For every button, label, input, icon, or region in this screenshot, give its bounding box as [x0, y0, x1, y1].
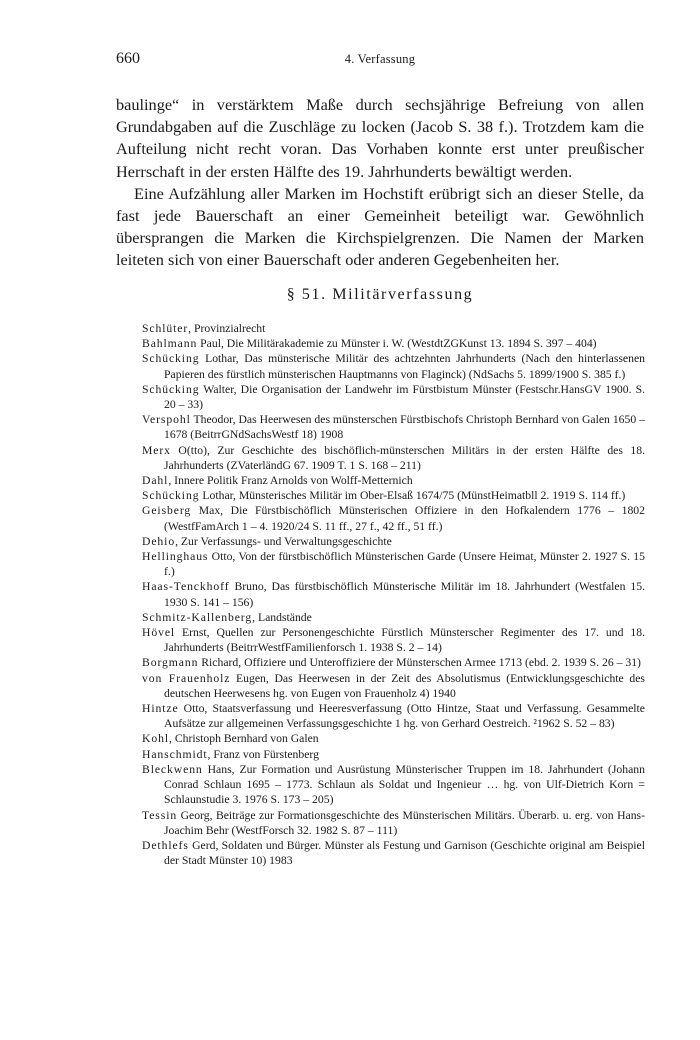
bibliography-entry [142, 610, 645, 625]
entry-text: Walter, Die Organisation der Landwehr im Fürstbistum Münster (Festschr.HansGV 1900. S. 20 – 33) [164, 382, 645, 412]
bibliography-list [142, 321, 645, 868]
bibliography-entry [142, 625, 645, 655]
entry-text: , Innere Politik Franz Arnolds von Wolff-Metternich [168, 474, 413, 488]
entry-text: , Franz von Fürstenberg [207, 747, 319, 761]
entry-text: , Landstände [252, 610, 312, 624]
author-name: Kohl [142, 732, 169, 746]
entry-text: Georg, Beiträge zur Formationsgeschichte des Münsterischen Militärs. Überarb. u. erg. von Hans-Joachim Behr (WestfForsch 32. 1982 S. 87 – 111) [164, 808, 645, 837]
author-name: Tessin [142, 808, 178, 822]
bibliography-entry [142, 382, 645, 412]
bibliography-entry [142, 655, 645, 670]
bibliography-entry [142, 534, 645, 549]
bibliography-entry [142, 808, 645, 838]
entry-text: Paul, Die Militärakademie zu Münster i. W. (WestdtZGKunst 13. 1894 S. 397 – 404) [197, 337, 597, 351]
bibliography-entry [142, 762, 645, 808]
entry-text: Otto, Von der fürstbischöflich Münsterischen Garde (Unsere Heimat, Münster 2. 1927 S. 15 f.) [164, 550, 645, 579]
entry-text: Max, Die Fürstbischöflich Münsterischen Offiziere in den Hofkalendern 1776 – 1802 (WestfFamArch 1 – 4. 1920/24 S. 11 ff., 27 f., 42 ff., 51 ff.) [164, 504, 645, 533]
page-number: 660 [116, 50, 140, 67]
author-name: von Frauenholz [142, 671, 231, 685]
entry-text: , Christoph Bernhard von Galen [168, 732, 319, 746]
bibliography-entry [142, 747, 645, 762]
bibliography-entry [142, 336, 645, 351]
entry-text: Lothar, Das münsterische Militär des achtzehnten Jahrhunderts (Nach den hinterlassenen Papieren des fürstlich münsterischen Hauptmanns von Flaginck) (NdSachs 5. 1899/1900 S. 385 f.) [164, 352, 645, 381]
author-name: Verspohl [142, 413, 191, 427]
bibliography-entry [142, 473, 645, 488]
entry-text: Richard, Offiziere und Unteroffiziere der Münsterschen Armee 1713 (ebd. 2. 1939 S. 26 – 31) [198, 656, 641, 670]
bibliography-entry [142, 412, 645, 442]
bibliography-entry [142, 488, 645, 503]
entry-text: Eugen, Das Heerwesen in der Zeit des Absolutismus (Entwicklungsgeschichte des deutschen Heerwesens hg. von Eugen von Frauenholz 4) 1940 [164, 671, 645, 700]
entry-text: Hans, Zur Formation und Ausrüstung Münsterischer Truppen im 18. Jahrhundert (Johann Conrad Schlaun 1695 – 1773. Schlaun als Soldat und Ingenieur … hg. von Ulf-Dietrich Korn = Schlaunstudie 3. 1976 S. 173 – 205) [164, 762, 645, 807]
author-name: Haas-Tenckhoff [142, 580, 230, 594]
entry-text: Bruno, Das fürstbischöflich Münsterische Militär im 18. Jahrhundert (Westfalen 15. 1930 S. 141 – 156) [164, 580, 645, 609]
entry-text: Gerd, Soldaten und Bürger. Münster als Festung und Garnison (Geschichte original am Beispiel der Stadt Münster 10) 1983 [164, 838, 645, 868]
bibliography-entry [142, 838, 645, 868]
entry-text: Otto, Staatsverfassung und Heeresverfassung (Otto Hintze, Staat und Verfassung. Gesammelte Aufsätze zur allgemeinen Verfassungsgeschichte 1 hg. von Gerhard Oestreich. ²1962 S. 52 – 83) [164, 702, 645, 731]
author-name: Hellinghaus [142, 550, 209, 564]
author-name: Bleckwenn [142, 762, 203, 776]
body-text [116, 94, 644, 272]
author-name: Schücking [142, 489, 200, 503]
paragraph: baulinge“ in verstärktem Maße durch sechsjährige Befreiung von allen Grundabgaben auf die Zuschläge zu locken (Jacob S. 38 f.). Trotzdem kam die Aufteilung nicht recht voran. Das Vorhaben konnte erst unter preußischer Herrschaft in der ersten Hälfte des 19. Jahrhunderts bewältigt werden. [116, 95, 644, 181]
bibliography-entry [142, 321, 645, 336]
page-header [116, 50, 644, 74]
bibliography-entry [142, 351, 645, 381]
author-name: Bahlmann [142, 337, 198, 351]
author-name: Dehio [142, 534, 176, 548]
author-name: Schücking [142, 382, 200, 396]
bibliography-entry [142, 549, 645, 579]
bibliography-entry [142, 731, 645, 746]
entry-text: , Provinzialrecht [188, 322, 266, 335]
entry-text: Ernst, Quellen zur Personengeschichte Fürstlich Münsterscher Regimenter des 17. und 18. Jahrhunderts (BeitrrWestfFamilienforsch 1. 1938 S. 2 – 14) [164, 626, 645, 655]
running-head: 4. Verfassung [344, 52, 416, 66]
author-name: Merx [142, 443, 171, 457]
bibliography-entry [142, 503, 645, 533]
entry-text: O(tto), Zur Geschichte des bischöflich-münsterschen Militärs in der ersten Hälfte des 18. Jahrhunderts (ZVaterländG 67. 1909 T. 1 S. 168 – 211) [164, 443, 645, 472]
author-name: Dahl [142, 474, 169, 488]
author-name: Schmitz-Kallenberg [142, 610, 253, 624]
bibliography-entry [142, 671, 645, 701]
author-name: Geisberg [142, 504, 192, 518]
author-name: Hanschmidt [142, 747, 208, 761]
bibliography-entry [142, 701, 645, 731]
bibliography-entry [142, 443, 645, 473]
entry-text: Lothar, Münsterisches Militär im Ober-Elsaß 1674/75 (MünstHeimatbll 2. 1919 S. 114 ff.) [199, 489, 626, 503]
entry-text: , Zur Verfassungs- und Verwaltungsgeschichte [175, 534, 392, 548]
author-name: Hövel [142, 626, 176, 640]
entry-text: Theodor, Das Heerwesen des münsterschen Fürstbischofs Christoph Bernhard von Galen 1650 – 1678 (BeitrrGNdSachsWestf 18) 1908 [164, 413, 645, 442]
bibliography-entry [142, 579, 645, 609]
author-name: Borgmann [142, 656, 199, 670]
author-name: Dethlefs [142, 838, 189, 852]
section-heading: § 51. Militärverfassung [286, 286, 474, 303]
author-name: Schlüter [142, 322, 189, 335]
author-name: Schücking [142, 352, 200, 366]
paragraph: Eine Aufzählung aller Marken im Hochstift erübrigt sich an dieser Stelle, da fast jede Bauerschaft an einer Gemeinheit beteiligt war. Gewöhnlich übersprangen die Marken die Kirchspielgrenzen. Die Namen der Marken leiteten sich von einer Bauerschaft oder anderen Gegebenheiten her. [116, 183, 644, 270]
author-name: Hintze [142, 702, 179, 716]
